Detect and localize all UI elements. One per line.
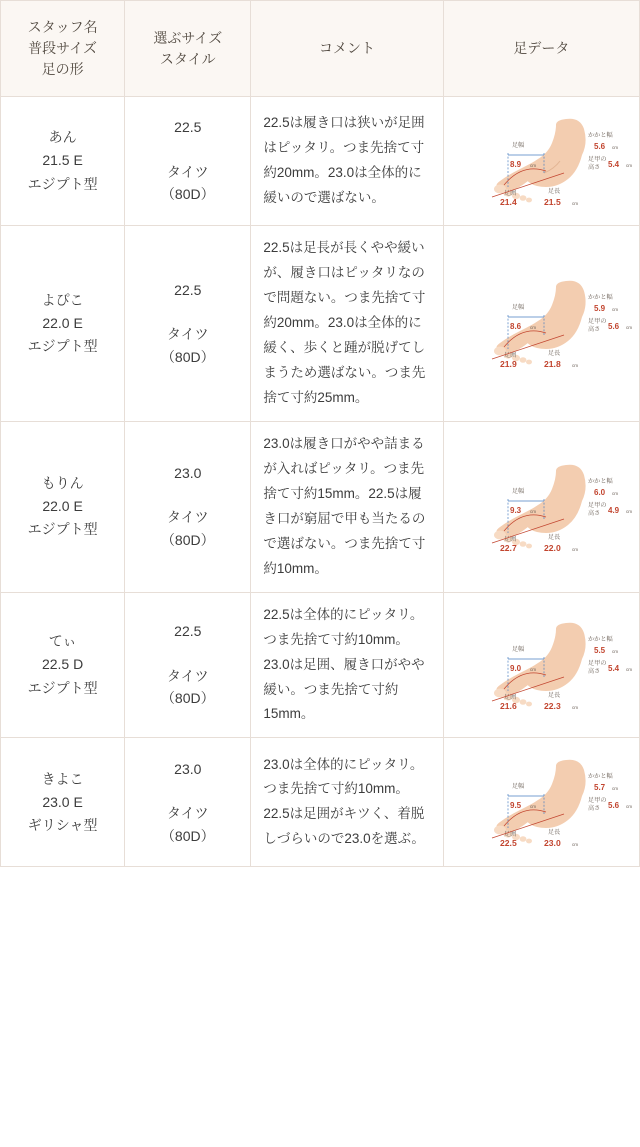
staff-name: きよこ: [41, 770, 84, 787]
instep-height-dimension: [588, 501, 632, 517]
instep-height-value: 5.4: [608, 160, 620, 169]
instep-height-dimension: [588, 659, 632, 675]
foot-width-value: 9.0: [510, 664, 522, 674]
heel-width-unit: cm: [612, 490, 619, 496]
instep-height-dimension: [588, 155, 632, 171]
foot-data-cell: [443, 738, 639, 867]
instep-height-label-2: 高さ: [588, 668, 601, 676]
instep-height-label-1: 足甲の: [588, 318, 607, 326]
foot-width-value: 9.3: [510, 505, 522, 515]
instep-height-unit: cm: [626, 667, 633, 673]
foot-girth-value: 21.9: [500, 359, 518, 370]
foot-measurement-diagram: [448, 605, 634, 725]
heel-width-unit: cm: [612, 786, 619, 792]
instep-height-unit: cm: [626, 804, 633, 810]
foot-width-value: 8.9: [510, 160, 522, 169]
chosen-size-cell: [125, 421, 251, 592]
chosen-size-cell: [125, 97, 251, 226]
table-row: [1, 421, 640, 592]
heel-width-label: かかと幅: [588, 294, 614, 302]
foot-data-cell: [443, 226, 639, 422]
heel-width-dimension: [588, 131, 618, 151]
staff-name-cell: [1, 738, 125, 867]
staff-usual-size: 22.5 D: [41, 656, 84, 673]
foot-data-cell: [443, 592, 639, 738]
instep-height-label-1: 足甲の: [588, 660, 607, 668]
chosen-size: 22.5: [174, 119, 202, 136]
foot-width-unit: cm: [530, 508, 537, 514]
header-line: 足データ: [513, 40, 570, 56]
comment-cell: 23.0は履き口がやや詰まるが入ればピッタリ。つま先捨て寸約15mm。22.5は履き口が窮屈で甲も当たるので選ばない。つま先捨て寸約10mm。: [251, 421, 443, 592]
table-row: [1, 97, 640, 226]
foot-width-unit: cm: [530, 667, 537, 673]
chosen-size-cell: [125, 738, 251, 867]
instep-height-unit: cm: [626, 508, 633, 514]
staff-name-cell: [1, 97, 125, 226]
heel-width-dimension: [588, 477, 618, 497]
foot-girth-label: 足囲: [504, 190, 517, 197]
heel-width-value: 5.5: [594, 646, 606, 656]
heel-width-unit: cm: [612, 145, 619, 150]
header-line: コメント: [319, 40, 376, 56]
staff-usual-size: 22.0 E: [42, 498, 83, 515]
instep-height-value: 5.4: [608, 664, 620, 674]
foot-width-label: 足幅: [512, 783, 525, 791]
instep-height-label-2: 高さ: [588, 326, 601, 334]
foot-measurement-diagram: [448, 101, 634, 221]
foot-length-value: 21.8: [544, 359, 562, 370]
foot-data-cell: [443, 421, 639, 592]
staff-foot-shape: エジプト型: [27, 679, 98, 696]
chosen-size: 23.0: [174, 465, 202, 482]
foot-width-unit: cm: [530, 163, 537, 168]
foot-girth-value: 22.5: [500, 838, 518, 849]
foot-length-label: 足長: [548, 692, 561, 700]
style-line-2: （80D）: [160, 186, 215, 203]
table-row: [1, 738, 640, 867]
style-line-2: （80D）: [160, 348, 215, 365]
table-row: [1, 592, 640, 738]
instep-height-label-1: 足甲の: [588, 156, 607, 163]
instep-height-unit: cm: [626, 325, 633, 331]
foot-length-label: 足長: [548, 829, 561, 837]
instep-height-label-2: 高さ: [588, 509, 601, 517]
style-line-2: （80D）: [160, 531, 215, 548]
instep-height-dimension: [588, 796, 632, 812]
staff-foot-shape: エジプト型: [27, 337, 98, 354]
comment-cell: 22.5は足長が長くやや緩いが、履き口はピッタリなので問題ない。つま先捨て寸約20mm。23.0は全体的に緩く、歩くと踵が脱げてしまうため選ばない。つま先捨て寸約25mm。: [251, 226, 443, 422]
foot-length-value: 23.0: [544, 838, 562, 849]
header-staff-name: [1, 1, 125, 97]
foot-length-unit: cm: [572, 201, 579, 206]
instep-height-unit: cm: [626, 163, 633, 168]
staff-name-cell: [1, 226, 125, 422]
heel-width-label: かかと幅: [588, 773, 614, 781]
foot-width-label: 足幅: [512, 304, 525, 312]
staff-name: よぴこ: [41, 291, 84, 308]
foot-girth-value: 22.7: [500, 542, 518, 553]
chosen-size-cell: [125, 592, 251, 738]
staff-name-cell: [1, 592, 125, 738]
foot-length-value: 21.5: [544, 197, 562, 207]
style-line-1: タイツ: [166, 163, 209, 180]
staff-name: あん: [48, 129, 77, 146]
heel-width-value: 5.7: [594, 783, 606, 793]
foot-width-label: 足幅: [512, 646, 525, 654]
heel-width-label: かかと幅: [588, 636, 614, 644]
heel-width-dimension: [588, 293, 618, 313]
instep-height-label-2: 高さ: [588, 164, 601, 171]
instep-height-label-1: 足甲の: [588, 501, 607, 509]
heel-width-dimension: [588, 635, 618, 655]
header-line: 足の形: [41, 61, 84, 77]
foot-girth-label: 足囲: [504, 352, 517, 360]
staff-usual-size: 23.0 E: [42, 793, 83, 810]
foot-width-value: 9.5: [510, 801, 522, 811]
staff-foot-shape: ギリシャ型: [27, 816, 98, 833]
foot-width-label: 足幅: [512, 487, 525, 495]
foot-length-unit: cm: [572, 705, 579, 711]
header-line: スタイル: [159, 50, 216, 67]
header-foot-data: [443, 1, 639, 97]
heel-width-dimension: [588, 772, 618, 792]
header-line: 選ぶサイズ: [153, 29, 223, 46]
foot-length-unit: cm: [572, 363, 579, 369]
staff-name-cell: [1, 421, 125, 592]
foot-length-value: 22.0: [544, 542, 562, 553]
table-header: [1, 1, 640, 97]
header-chosen-size: [125, 1, 251, 97]
staff-usual-size: 21.5 E: [42, 152, 83, 169]
foot-data-cell: [443, 97, 639, 226]
staff-usual-size: 22.0 E: [42, 314, 83, 331]
instep-height-value: 5.6: [608, 322, 620, 332]
foot-measurement-diagram: [448, 742, 634, 862]
comment-cell: 22.5は履き口は狭いが足囲はピッタリ。つま先捨て寸約20mm。23.0は全体的に緩いので選ばない。: [251, 97, 443, 226]
style-line-1: タイツ: [166, 509, 209, 526]
foot-girth-label: 足囲: [504, 831, 517, 839]
heel-width-unit: cm: [612, 307, 619, 313]
header-comment: [251, 1, 443, 97]
heel-width-value: 5.9: [594, 304, 606, 314]
heel-width-value: 6.0: [594, 487, 606, 497]
foot-girth-label: 足囲: [504, 694, 517, 702]
staff-name: てぃ: [48, 633, 77, 650]
instep-height-label-1: 足甲の: [588, 797, 607, 805]
foot-width-label: 足幅: [512, 142, 525, 149]
heel-width-value: 5.6: [594, 142, 606, 151]
style-line-2: （80D）: [160, 827, 215, 844]
comment-cell: 22.5は全体的にピッタリ。つま先捨て寸約10mm。23.0は足囲、履き口がやや緩い。つま先捨て寸約15mm。: [251, 592, 443, 738]
style-line-1: タイツ: [166, 667, 209, 684]
foot-width-unit: cm: [530, 804, 537, 810]
style-line-2: （80D）: [160, 690, 215, 707]
chosen-size: 22.5: [174, 623, 202, 640]
chosen-size: 23.0: [174, 760, 202, 777]
staff-name: もりん: [41, 475, 84, 492]
instep-height-value: 4.9: [608, 505, 620, 515]
foot-length-label: 足長: [548, 188, 561, 195]
table-row: [1, 226, 640, 422]
heel-width-unit: cm: [612, 649, 619, 655]
foot-length-unit: cm: [572, 842, 579, 848]
header-line: 普段サイズ: [28, 40, 98, 56]
foot-girth-value: 21.6: [500, 701, 518, 712]
foot-length-value: 22.3: [544, 701, 562, 712]
foot-measurement-diagram: [448, 263, 634, 383]
instep-height-dimension: [588, 317, 632, 333]
header-line: スタッフ名: [27, 19, 98, 35]
foot-width-unit: cm: [530, 325, 537, 331]
foot-girth-label: 足囲: [504, 535, 517, 543]
foot-measurement-diagram: [448, 447, 634, 567]
heel-width-label: かかと幅: [588, 477, 614, 485]
table-body: [1, 97, 640, 867]
foot-length-label: 足長: [548, 533, 561, 541]
foot-girth-value: 21.4: [500, 197, 518, 207]
instep-height-label-2: 高さ: [588, 805, 601, 813]
chosen-size: 22.5: [174, 281, 202, 298]
foot-length-unit: cm: [572, 546, 579, 552]
instep-height-value: 5.6: [608, 801, 620, 811]
staff-foot-shape: エジプト型: [27, 521, 98, 538]
chosen-size-cell: [125, 226, 251, 422]
staff-foot-shape: エジプト型: [27, 175, 98, 192]
foot-width-value: 8.6: [510, 322, 522, 332]
heel-width-label: かかと幅: [588, 132, 614, 139]
foot-length-label: 足長: [548, 350, 561, 358]
style-line-1: タイツ: [166, 326, 209, 343]
header-row: [1, 1, 640, 97]
comment-cell: 23.0は全体的にピッタリ。つま先捨て寸約10mm。22.5は足囲がキツく、着脱しづらいので23.0を選ぶ。: [251, 738, 443, 867]
style-line-1: タイツ: [166, 805, 209, 822]
